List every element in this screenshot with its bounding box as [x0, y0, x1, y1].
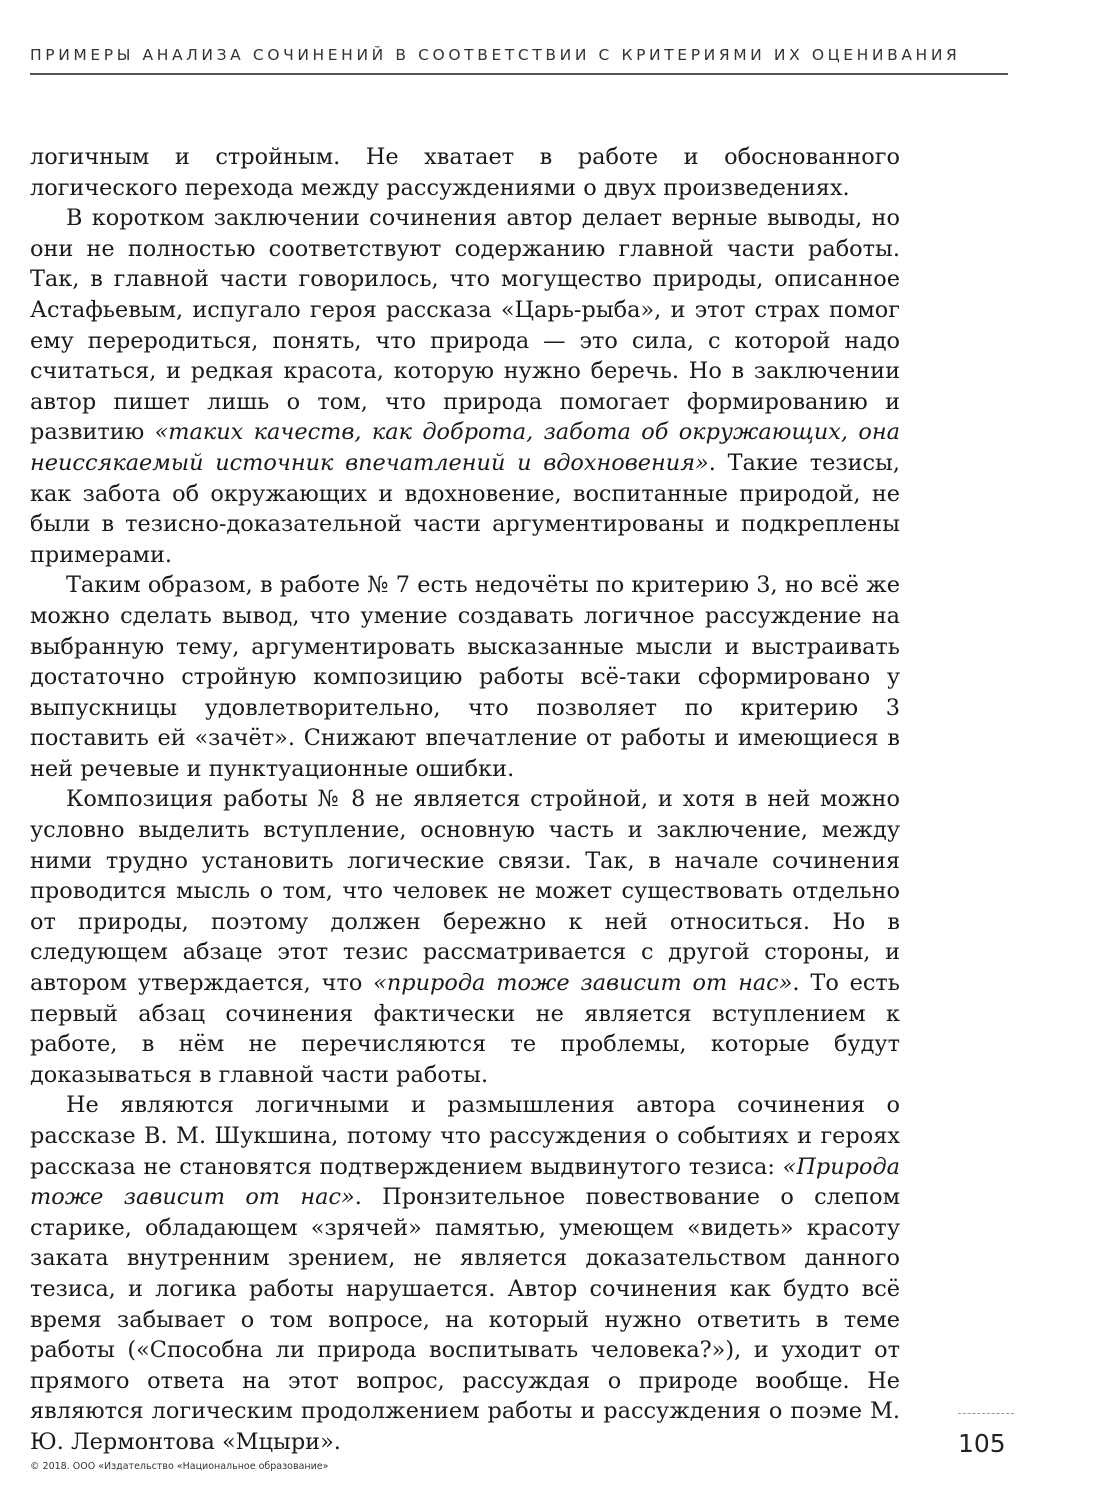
paragraph-4: [30, 784, 900, 1090]
paragraph-2-quote: «таких качеств, как доброта, забота об окружающих, она неиссякаемый источник впечатлений и вдохновения»: [30, 419, 900, 476]
paragraph-2: [30, 203, 900, 570]
paragraph-4-text-b: . То есть первый абзац сочинения фактически не является вступлением к работе, в нём не перечисляются те проблемы, которые будут доказываться в главной части работы.: [30, 970, 901, 1088]
paragraph-2-text-b: . Такие тезисы, как забота об окружающих и вдохновение, воспитанные природой, не были в тезисно-доказательной части аргументированы и подкреплены примерами.: [30, 449, 900, 568]
copyright-note: © 2018. ООО «Издательство «Национальное образование»: [30, 1461, 329, 1472]
paragraph-5-quote: «Природа тоже зависит от нас»: [30, 1153, 900, 1211]
paragraph-5-text-b: . Пронзительное повествование о слепом старике, обладающем «зрячей» памятью, умеющем «видеть» красоту заката внутренним зрением, не является доказательством данного тезиса, и логика работы нарушается. Автор сочинения как будто всё время забывает о том вопросе, на который нужно ответить в теме работы («Способна ли природа воспитывать человека?»), и уходит от прямого ответа на этот вопрос, рассуждая о природе вообще. Не являются логическим продолжением работы и рассуждения о поэме М. Ю. Лермонтова «Мцыри».: [30, 1184, 900, 1455]
paragraph-1: логичным и стройным. Не хватает в работе и обоснованного логического перехода между рассуждениями о двух произведениях.: [30, 144, 900, 201]
running-header: ПРИМЕРЫ АНАЛИЗА СОЧИНЕНИЙ В СООТВЕТСТВИИ С КРИТЕРИЯМИ ИХ ОЦЕНИВАНИЯ: [30, 46, 961, 64]
paragraph-4-text-a: Композиция работы № 8 не является стройной, и хотя в ней можно условно выделить вступление, основную часть и заключение, между ними трудно установить логические связи. Так, в начале сочинения проводится мысль о том, что человек не может существовать отдельно от природы, поэтому должен бережно к ней относиться. Но в следующем абзаце этот тезис рассматривается с другой стороны, и автором утверждается, что: [30, 786, 900, 997]
paragraph-5-text-a: Не являются логичными и размышления автора сочинения о рассказе В. М. Шукшина, потому что рассуждения о событиях и героях рассказа не становятся подтверждением выдвинутого тезиса:: [30, 1092, 900, 1180]
paragraph-2-text-a: В коротком заключении сочинения автор делает верные выводы, но они не полностью соответствуют содержанию главной части работы. Так, в главной части говорилось, что могущество природы, описанное Астафьевым, испугало героя рассказа «Царь-рыба», и этот страх помог ему переродиться, понять, что природа — это сила, с которой надо считаться, и редкая красота, которую нужно беречь. Но в заключении автор пишет лишь о том, что природа помогает формированию и развитию: [30, 205, 900, 446]
paragraph-5: [30, 1090, 900, 1457]
paragraph-3: Таким образом, в работе № 7 есть недочёты по критерию 3, но всё же можно сделать вывод, что умение создавать логичное рассуждение на выбранную тему, аргументировать высказанные мысли и выстраивать достаточно стройную композицию работы всё-таки сформировано у выпускницы удовлетворительно, что позволяет по критерию 3 поставить ей «зачёт». Снижают впечатление от работы и имеющиеся в ней речевые и пунктуационные ошибки.: [30, 572, 900, 782]
header-divider: [30, 73, 1008, 75]
footer-divider: [958, 1413, 1014, 1414]
paragraph-4-quote: «природа тоже зависит от нас»: [373, 970, 793, 997]
page-number: 105: [958, 1429, 1006, 1458]
page-body: [30, 142, 900, 1458]
